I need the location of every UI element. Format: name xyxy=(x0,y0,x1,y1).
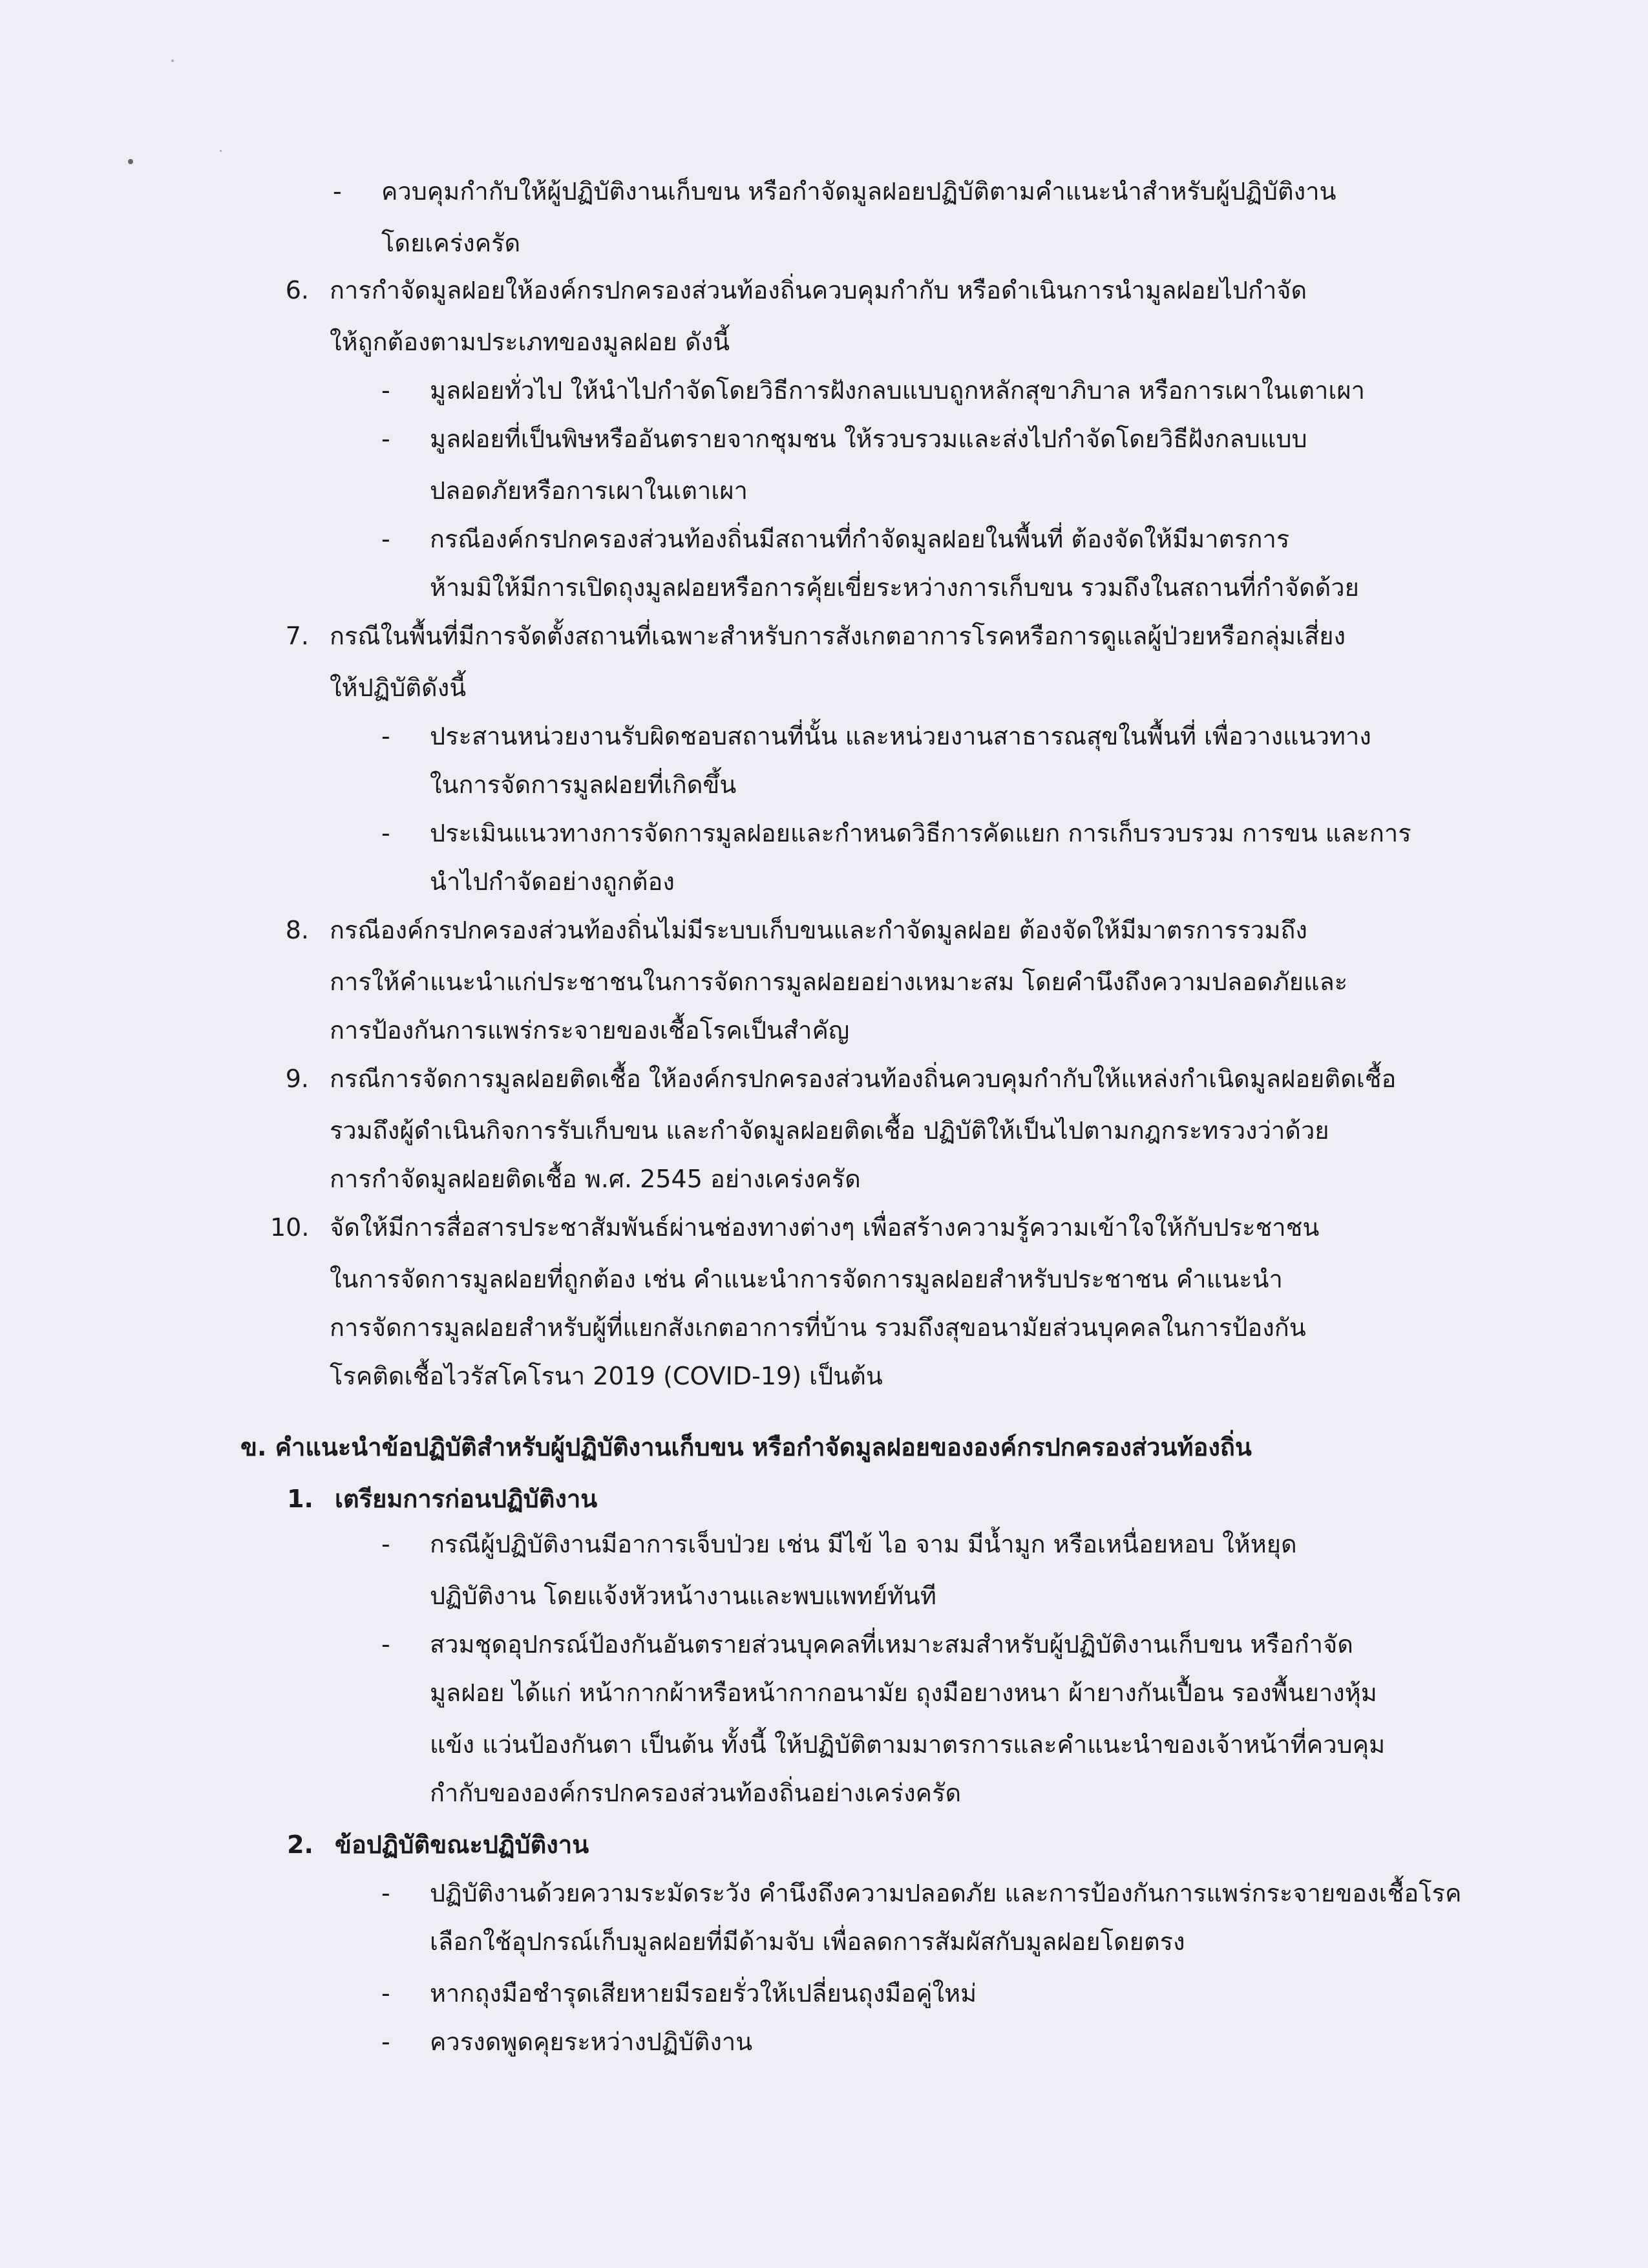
text-line: เลือกใช้อุปกรณ์เก็บมูลฝอยที่มีด้ามจับ เพื่อลดการสัมผัสกับมูลฝอยโดยตรง xyxy=(430,1927,1185,1956)
section-heading: ข. คำแนะนำข้อปฏิบัติสำหรับผู้ปฏิบัติงานเก็บขน หรือกำจัดมูลฝอยขององค์กรปกครองส่วนท้องถิ่น xyxy=(240,1433,1252,1461)
bullet-dash: - xyxy=(381,819,390,847)
sub-number: 2. xyxy=(287,1830,313,1859)
text-line: การกำจัดมูลฝอยให้องค์กรปกครองส่วนท้องถิ่นควบคุมกำกับ หรือดำเนินการนำมูลฝอยไปกำจัด xyxy=(330,276,1307,304)
scan-speck xyxy=(220,150,222,152)
text-line: หากถุงมือชำรุดเสียหายมีรอยรั่วให้เปลี่ยนถุงมือคู่ใหม่ xyxy=(430,1979,977,2008)
bullet-dash: - xyxy=(381,1879,390,1907)
text-line: ประเมินแนวทางการจัดการมูลฝอยและกำหนดวิธีการคัดแยก การเก็บรวบรวม การขน และการ xyxy=(430,819,1411,847)
text-line: กรณีผู้ปฏิบัติงานมีอาการเจ็บป่วย เช่น มีไข้ ไอ จาม มีน้ำมูก หรือเหนื่อยหอบ ให้หยุด xyxy=(430,1530,1297,1558)
text-line: กรณีองค์กรปกครองส่วนท้องถิ่นไม่มีระบบเก็บขนและกำจัดมูลฝอย ต้องจัดให้มีมาตรการรวมถึง xyxy=(330,916,1307,944)
text-line: ห้ามมิให้มีการเปิดถุงมูลฝอยหรือการคุ้ยเขี่ยระหว่างการเก็บขน รวมถึงในสถานที่กำจัดด้วย xyxy=(430,573,1359,602)
text-line: กรณีองค์กรปกครองส่วนท้องถิ่นมีสถานที่กำจัดมูลฝอยในพื้นที่ ต้องจัดให้มีมาตรการ xyxy=(430,525,1290,553)
text-line: ให้ปฏิบัติดังนี้ xyxy=(330,673,467,702)
bullet-dash: - xyxy=(381,2028,390,2056)
sub-heading: ข้อปฏิบัติขณะปฏิบัติงาน xyxy=(335,1830,589,1859)
item-number: 9. xyxy=(285,1065,309,1093)
bullet-dash: - xyxy=(381,1630,390,1659)
text-line: โดยเคร่งครัด xyxy=(381,229,521,257)
bullet-dash: - xyxy=(381,525,390,553)
text-line: มูลฝอยที่เป็นพิษหรืออันตรายจากชุมชน ให้รวบรวมและส่งไปกำจัดโดยวิธีฝังกลบแบบ xyxy=(430,425,1307,453)
bullet-dash: - xyxy=(381,376,390,405)
text-line: สวมชุดอุปกรณ์ป้องกันอันตรายส่วนบุคคลที่เหมาะสมสำหรับผู้ปฏิบัติงานเก็บขน หรือกำจัด xyxy=(430,1630,1353,1659)
text-line: มูลฝอย ได้แก่ หน้ากากผ้าหรือหน้ากากอนามัย ถุงมือยางหนา ผ้ายางกันเปื้อน รองพื้นยางหุ้ม xyxy=(430,1679,1377,1707)
text-line: การจัดการมูลฝอยสำหรับผู้ที่แยกสังเกตอาการที่บ้าน รวมถึงสุขอนามัยส่วนบุคคลในการป้องกัน xyxy=(330,1313,1306,1342)
text-line: ปฏิบัติงาน โดยแจ้งหัวหน้างานและพบแพทย์ทันที xyxy=(430,1582,936,1610)
sub-heading: เตรียมการก่อนปฏิบัติงาน xyxy=(335,1485,598,1513)
bullet-dash: - xyxy=(333,177,342,206)
text-line: ในการจัดการมูลฝอยที่เกิดขึ้น xyxy=(430,770,737,799)
text-line: จัดให้มีการสื่อสารประชาสัมพันธ์ผ่านช่องทางต่างๆ เพื่อสร้างความรู้ความเข้าใจให้กับประชาชน xyxy=(330,1213,1320,1242)
text-line: กรณีในพื้นที่มีการจัดตั้งสถานที่เฉพาะสำหรับการสังเกตอาการโรคหรือการดูแลผู้ป่วยหรือกลุ่มเสี่ยง xyxy=(330,622,1346,650)
bullet-dash: - xyxy=(381,722,390,750)
bullet-dash: - xyxy=(381,425,390,453)
text-line: ให้ถูกต้องตามประเภทของมูลฝอย ดังนี้ xyxy=(330,328,730,356)
sub-number: 1. xyxy=(287,1485,313,1513)
text-line: การป้องกันการแพร่กระจายของเชื้อโรคเป็นสำคัญ xyxy=(330,1016,850,1044)
text-line: โรคติดเชื้อไวรัสโคโรนา 2019 (COVID-19) เป็นต้น xyxy=(330,1362,883,1390)
item-number: 6. xyxy=(285,276,309,304)
scan-speck xyxy=(171,59,174,62)
bullet-dash: - xyxy=(381,1530,390,1558)
text-line: ควรงดพูดคุยระหว่างปฏิบัติงาน xyxy=(430,2028,753,2056)
text-line: ในการจัดการมูลฝอยที่ถูกต้อง เช่น คำแนะนำการจัดการมูลฝอยสำหรับประชาชน คำแนะนำ xyxy=(330,1265,1283,1293)
text-line: กรณีการจัดการมูลฝอยติดเชื้อ ให้องค์กรปกครองส่วนท้องถิ่นควบคุมกำกับให้แหล่งกำเนิดมูลฝอยติดเชื้อ xyxy=(330,1065,1397,1093)
item-number: 7. xyxy=(285,622,309,650)
text-line: แข้ง แว่นป้องกันตา เป็นต้น ทั้งนี้ ให้ปฏิบัติตามมาตรการและคำแนะนำของเจ้าหน้าที่ควบคุม xyxy=(430,1730,1386,1759)
text-line: นำไปกำจัดอย่างถูกต้อง xyxy=(430,867,675,896)
text-line: รวมถึงผู้ดำเนินกิจการรับเก็บขน และกำจัดมูลฝอยติดเชื้อ ปฏิบัติให้เป็นไปตามกฎกระทรวงว่าด้วย xyxy=(330,1116,1329,1145)
text-line: ควบคุมกำกับให้ผู้ปฏิบัติงานเก็บขน หรือกำจัดมูลฝอยปฏิบัติตามคำแนะนำสำหรับผู้ปฏิบัติงาน xyxy=(381,177,1336,206)
bullet-dash: - xyxy=(381,1979,390,2008)
text-line: ปฏิบัติงานด้วยความระมัดระวัง คำนึงถึงความปลอดภัย และการป้องกันการแพร่กระจายของเชื้อโรค xyxy=(430,1879,1462,1907)
item-number: 10. xyxy=(270,1213,310,1242)
item-number: 8. xyxy=(285,916,309,944)
text-line: การให้คำแนะนำแก่ประชาชนในการจัดการมูลฝอยอย่างเหมาะสม โดยคำนึงถึงความปลอดภัยและ xyxy=(330,968,1348,996)
text-line: กำกับขององค์กรปกครองส่วนท้องถิ่นอย่างเคร่งครัด xyxy=(430,1779,962,1807)
text-line: การกำจัดมูลฝอยติดเชื้อ พ.ศ. 2545 อย่างเคร่งครัด xyxy=(330,1165,861,1193)
text-line: ประสานหน่วยงานรับผิดชอบสถานที่นั้น และหน่วยงานสาธารณสุขในพื้นที่ เพื่อวางแนวทาง xyxy=(430,722,1371,750)
scan-speck xyxy=(128,159,133,164)
text-line: ปลอดภัยหรือการเผาในเตาเผา xyxy=(430,476,748,505)
text-line: มูลฝอยทั่วไป ให้นำไปกำจัดโดยวิธีการฝังกลบแบบถูกหลักสุขาภิบาล หรือการเผาในเตาเผา xyxy=(430,376,1365,405)
